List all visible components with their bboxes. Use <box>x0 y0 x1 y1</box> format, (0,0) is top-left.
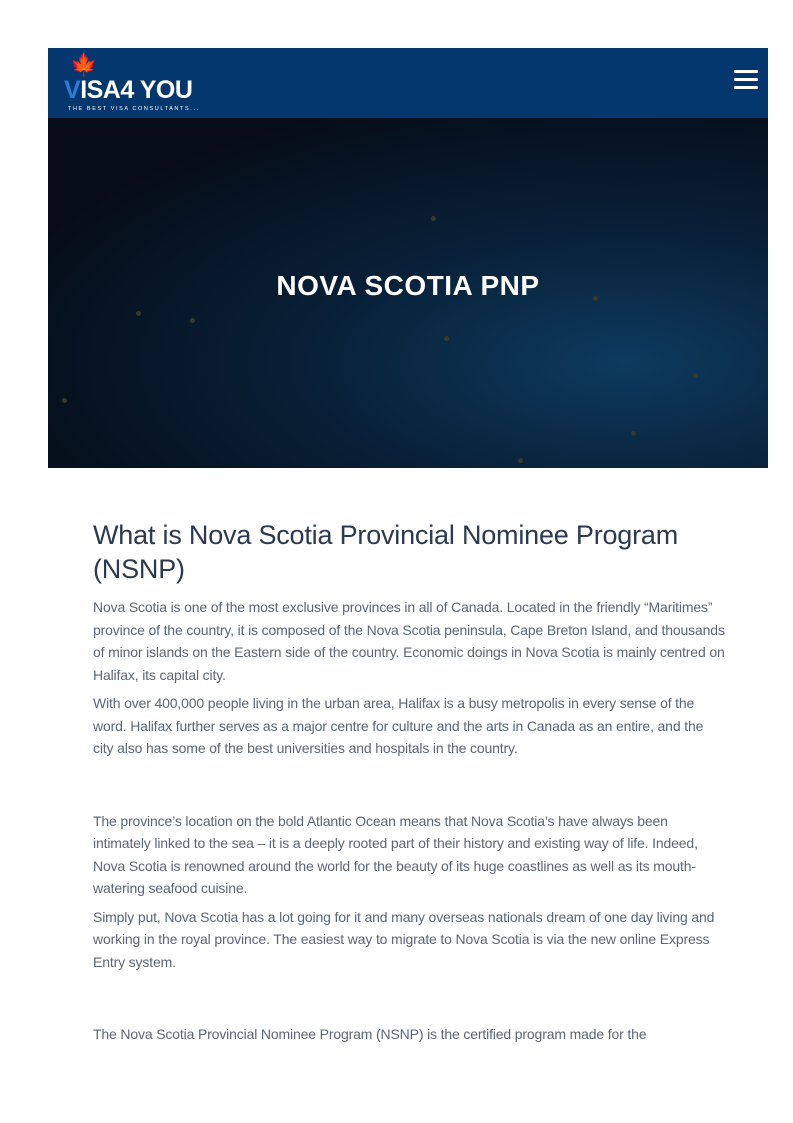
paragraph: The province’s location on the bold Atlantic Ocean means that Nova Scotia’s have always been intimately linked to the sea – it is a deeply rooted part of their history and existing way of life. Indeed, Nova Scotia is renowned around the world for the beauty of its huge coastlines as well as its mouth-watering seafood cuisine. <box>93 812 698 896</box>
paragraph: With over 400,000 people living in the urban area, Halifax is a busy metropolis in every sense of the word. Halifax further serves as a major centre for culture and the arts in Canada as an entire, and the city also has some of the best universities and hospitals in the country. <box>93 695 704 756</box>
section-heading: What is Nova Scotia Provincial Nominee Program (NSNP) <box>93 520 679 584</box>
logo-text: VISA4 YOU <box>64 76 193 104</box>
paragraph: Nova Scotia is one of the most exclusive provinces in all of Canada. Located in the friendly “Maritimes” province of the country, it is composed of the Nova Scotia peninsula, Cape Breton Island, and thousands of minor islands on the Eastern side of the country. Economic doings in Nova Scotia is mainly centred on Halifax, its capital city. <box>93 599 725 683</box>
page-title: NOVA SCOTIA PNP <box>276 270 540 301</box>
hamburger-icon[interactable] <box>734 70 758 90</box>
main-content <box>93 518 725 1052</box>
logo[interactable] <box>62 54 222 114</box>
maple-leaf-icon: 🍁 <box>70 52 98 77</box>
hero-banner <box>48 118 768 468</box>
logo-tagline: THE BEST VISA CONSULTANTS... <box>68 106 200 112</box>
site-header <box>48 48 768 118</box>
paragraph: The Nova Scotia Provincial Nominee Program (NSNP) is the certified program made for the <box>93 1026 647 1042</box>
paragraph: Simply put, Nova Scotia has a lot going for it and many overseas nationals dream of one day living and working in the royal province. The easiest way to migrate to Nova Scotia is via the new online Express Entry system. <box>93 908 715 970</box>
